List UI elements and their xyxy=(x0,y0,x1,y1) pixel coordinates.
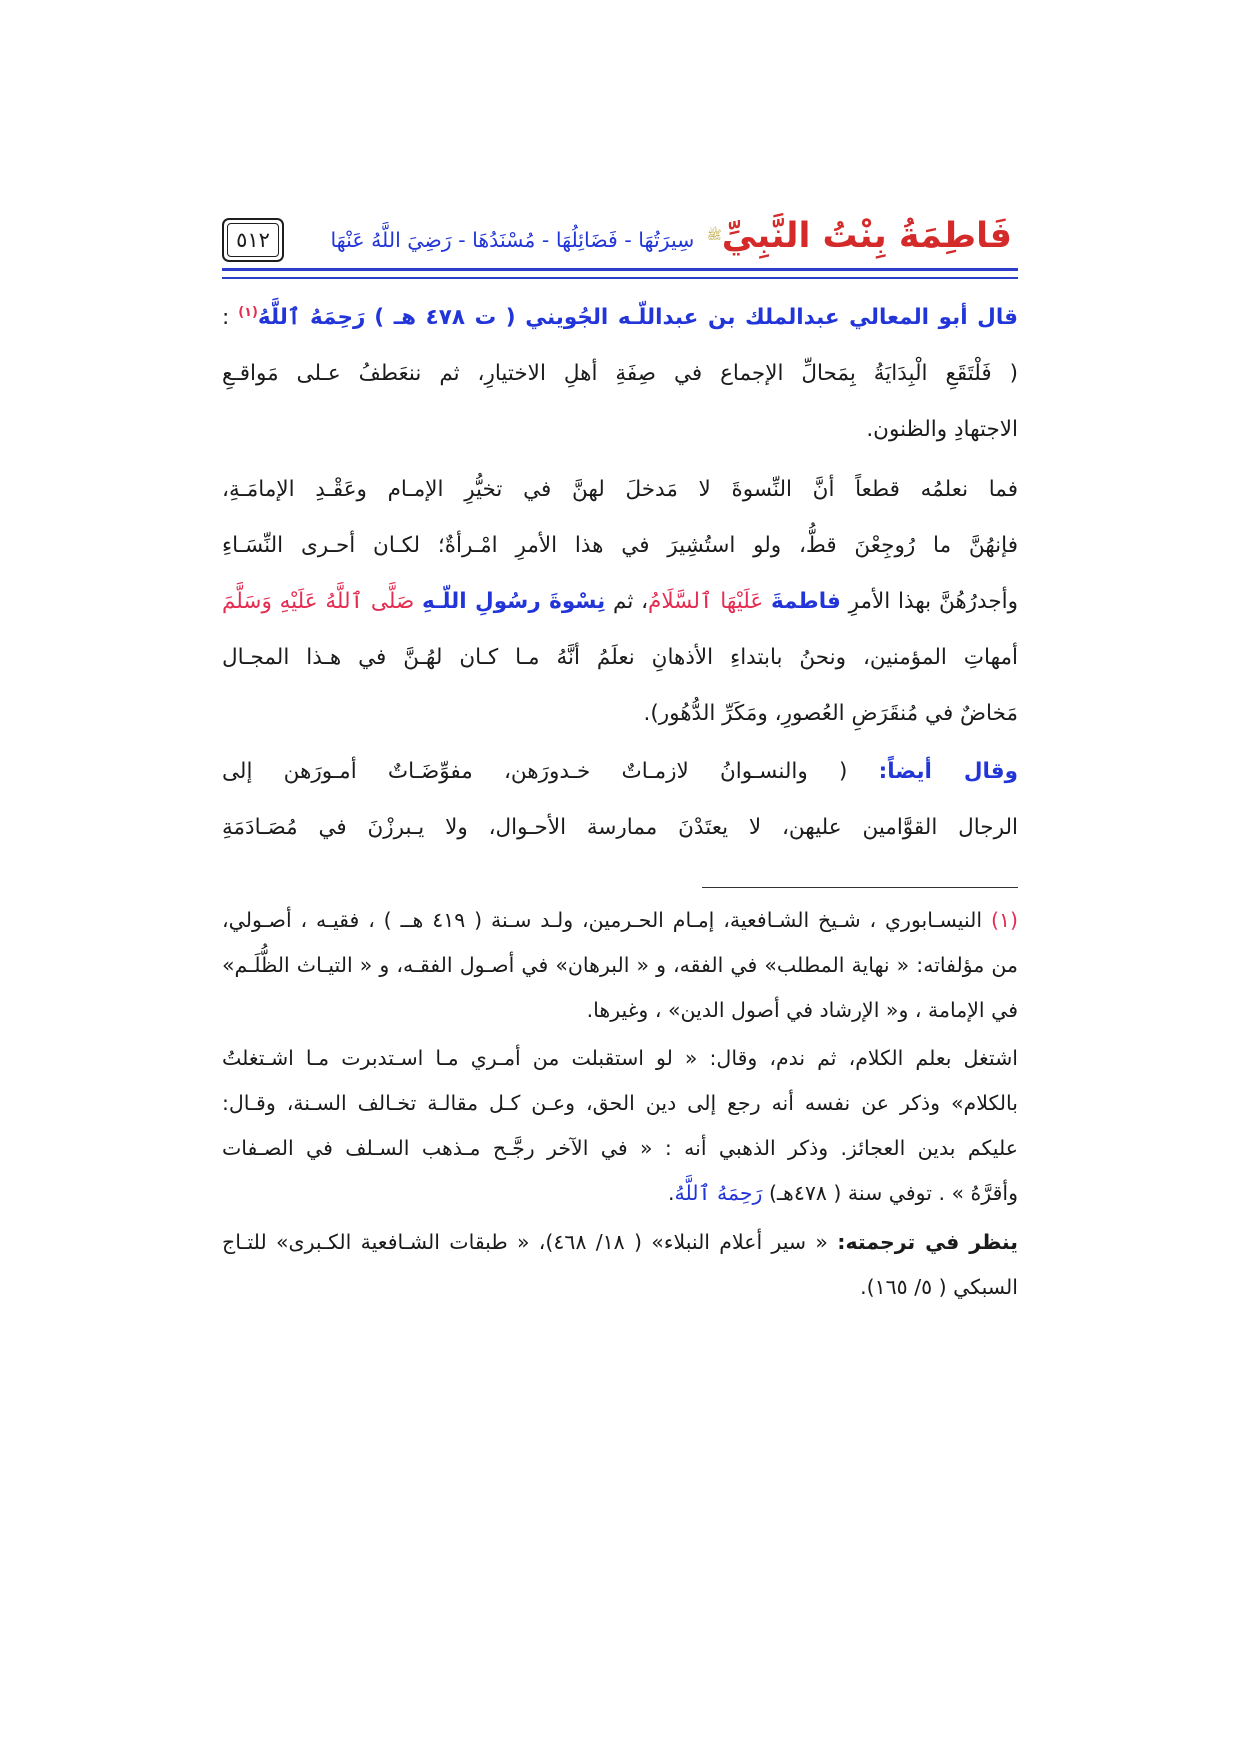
page-number: ٥١٢ xyxy=(236,228,270,252)
footnote-line-2: من مؤلفاته: « نهاية المطلب» في الفقه، و « البرهان» في أصـول الفقـه، و « التيـاث الظُّلَـم» xyxy=(222,953,1018,977)
text-line-3: الاجتهادِ والظنون. xyxy=(866,417,1018,442)
period: . xyxy=(667,1181,675,1205)
honorific-rahimahullah: رَحِمَهُ ٱللَّهُ xyxy=(674,1181,763,1205)
footnote-line-8 xyxy=(222,1220,1018,1265)
footnote-line-3: في الإمامة ، و« الإرشاد في أصول الدين» ، وغيرها. xyxy=(586,998,1018,1022)
text-line-1 xyxy=(222,290,1018,346)
text-line-5: فإنهُنَّ ما رُوجِعْنَ قطُّ، ولو استُشِيرَ في هذا الأمرِ امْـرأةٌ؛ لكـان أحـرى النِّسَـاءِ xyxy=(222,533,1018,558)
name-fatima: فاطمةَ xyxy=(770,589,841,614)
honorific-alayha-assalam: عَلَيْهَا ٱلسَّلَامُ xyxy=(648,589,764,614)
text-line-8: مَخاضٌ في مُنقَرَضِ العُصورِ، ومَكَرِّ الدُّهُور). xyxy=(643,701,1018,726)
book-subtitle: سِيرَتُهَا - فَضَائِلُهَا - مُسْنَدُهَا - رَضِيَ اللَّهُ عَنْهَا xyxy=(330,227,695,252)
footnotes xyxy=(222,898,1018,1310)
footnote-text: « سير أعلام النبلاء» ( ١٨/ ٤٦٨)، « طبقات الشـافعية الكـبرى» للتـاج xyxy=(222,1230,828,1254)
footnote-number: (١) xyxy=(990,908,1018,932)
text-segment: ( والنسـوانُ لازمـاتٌ خـدورَهن، مفوِّضَـاتٌ أمـورَهن إلى xyxy=(222,759,848,784)
footnote-line-9: السبكي ( ٥/ ١٦٥). xyxy=(860,1275,1018,1299)
page-number-box xyxy=(222,218,284,262)
text-line-9 xyxy=(222,744,1018,800)
main-text xyxy=(222,290,1018,856)
footnote-text: وأقرَّهُ » . توفي سنة ( ٤٧٨هـ) xyxy=(768,1181,1018,1205)
honorific-rahimahullah: رَحِمَهُ ٱللَّهُ xyxy=(257,305,366,330)
second-quote-lead: وقال أيضاً: xyxy=(878,759,1018,784)
footnote-line-6: عليكم بدين العجائز. وذكر الذهبي أنه : « في الآخر رجَّـح مـذهب السـلف في الصـفات xyxy=(222,1136,1018,1160)
title-honorific-mark: ﷺ xyxy=(706,228,722,242)
footnote-separator xyxy=(702,887,1018,888)
running-header-title xyxy=(312,204,1012,266)
text-line-7: أمهاتِ المؤمنين، ونحنُ بابتداءِ الأذهانِ نعلَمُ أنَّهُ مـا كـان لهُـنَّ في هـذا المجـال xyxy=(222,645,1018,670)
footnote-line-4: اشتغل بعلم الكلام، ثم ندم، وقال: « لو استقبلت من أمـري مـا اسـتدبرت مـا اشـتغلتُ xyxy=(222,1046,1018,1070)
text-line-6 xyxy=(222,574,1018,630)
wives-of-prophet: نِسْوةَ رسُولِ اللّـهِ xyxy=(422,589,606,614)
footnote-reference: (١) xyxy=(238,304,258,320)
footnote-line-5: بالكلام» وذكر عن نفسه أنه رجع إلى دين الحق، وعـن كـل مقالـة تخـالف السـنة، وقـال: xyxy=(222,1091,1018,1115)
text-line-2: ( فَلْتَقَعِ الْبِدَايَةُ بِمَحالِّ الإجماع في صِفَةِ أهلِ الاختيارِ، ثم ننعَطفُ عـلى مَواقـعِ xyxy=(222,361,1018,386)
footnote-line-1 xyxy=(222,898,1018,943)
text-line-4: فما نعلمُه قطعاً أنَّ النِّسوةَ لا مَدخلَ لهنَّ في تخيُّرِ الإمـام وعَقْـدِ الإمامَـةِ، xyxy=(222,477,1018,502)
quote-attribution: قال أبو المعالي عبدالملك بن عبداللّـه الجُويني ( ت ٤٧٨ هـ ) xyxy=(374,305,1018,330)
honorific-salla-allahu-alayhi-wasallam: صَلَّى ٱللَّهُ عَلَيْهِ وَسَلَّمَ xyxy=(222,589,415,614)
footnote-line-7 xyxy=(222,1171,1018,1216)
colon: : xyxy=(222,305,230,330)
text-line-10: الرجال القوَّامين عليهن، لا يعتَدْنَ ممارسة الأحـوال، ولا يـبرزْنَ في مُصَـادَمَةِ xyxy=(222,815,1018,840)
references-label: ينظر في ترجمته: xyxy=(837,1230,1018,1254)
footnote-text: النيسـابوري ، شـيخ الشـافعية، إمـام الحـرمين، ولـد سـنة ( ٤١٩ هــ ) ، فقيـه ، أصـولي، xyxy=(222,908,983,932)
text-segment: وأجدرُهُنَّ بهذا الأمرِ xyxy=(848,589,1018,614)
text-segment: ، ثم xyxy=(613,589,649,614)
book-title: فَاطِمَةُ بِنْتُ النَّبِيِّ xyxy=(721,215,1012,256)
header-double-rule xyxy=(222,268,1018,279)
